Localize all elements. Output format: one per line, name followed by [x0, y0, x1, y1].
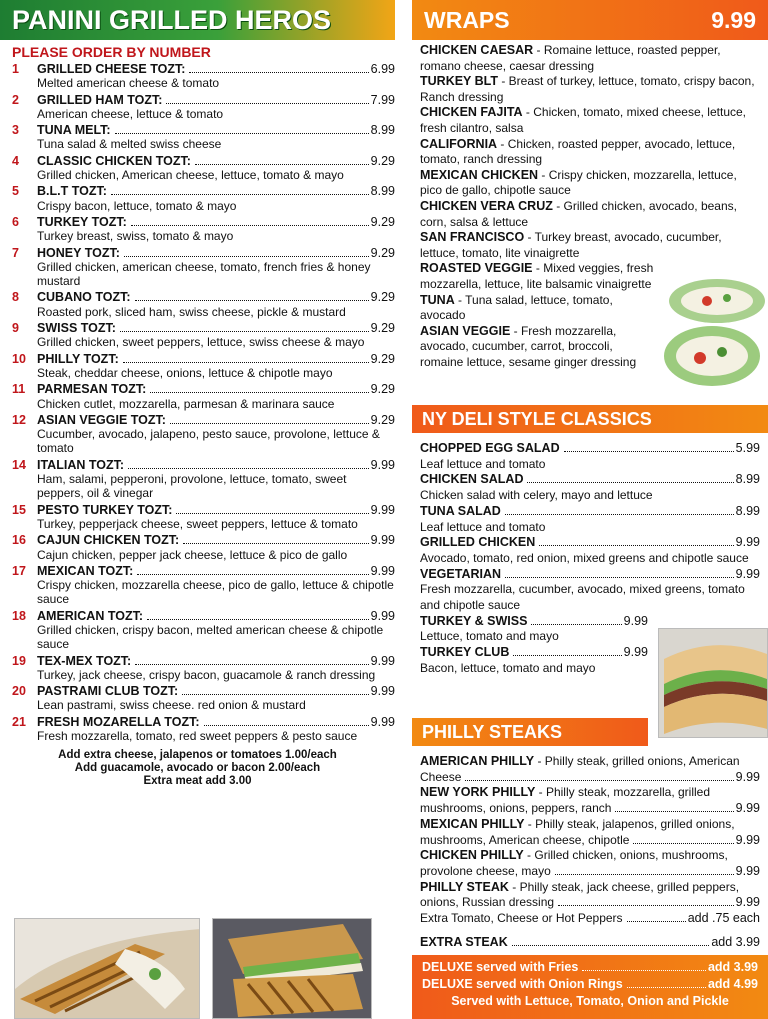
item-number: 9 — [12, 321, 19, 336]
item-name: CLASSIC CHICKEN TOZT: — [37, 153, 191, 168]
item-number: 1 — [12, 62, 19, 76]
item-number: 17 — [12, 563, 26, 578]
panini-item — [12, 413, 395, 456]
item-name: PASTRAMI CLUB TOZT: — [37, 684, 179, 699]
philly-item — [412, 848, 768, 879]
deli-price: 9.99 — [735, 566, 760, 581]
panini-item — [12, 123, 395, 152]
item-number: 7 — [12, 245, 19, 260]
deli-item — [412, 472, 768, 503]
panini-item — [12, 684, 395, 713]
panini-item — [12, 503, 395, 532]
item-name: TEX-MEX TOZT: — [37, 653, 132, 668]
wrap-item — [412, 43, 768, 74]
philly-item — [412, 754, 768, 785]
panini-item — [12, 290, 395, 319]
panini-banner — [0, 0, 395, 40]
wrap-photo — [662, 276, 768, 390]
deli-photo — [658, 628, 768, 738]
philly-description: - Grilled chicken, onions, mushrooms, — [523, 848, 728, 863]
deli-description: Leaf lettuce and tomato — [420, 456, 546, 471]
wrap-item — [412, 168, 768, 199]
extra-toppings-label: Extra Tomato, Cheese or Hot Peppers — [420, 911, 623, 926]
item-price: 9.29 — [370, 382, 395, 397]
item-price: 9.29 — [370, 245, 395, 260]
item-number: 19 — [12, 653, 26, 668]
item-description: Grilled chicken, crispy bacon, melted american cheese & chipotle sauce — [37, 622, 384, 652]
deli-item — [412, 535, 768, 566]
item-price: 9.29 — [370, 321, 395, 336]
deli-description: Fresh mozzarella, cucumber, avocado, mixed greens, tomato and chipotle sauce — [420, 582, 745, 613]
item-price: 9.29 — [370, 351, 395, 366]
item-name: ITALIAN TOZT: — [37, 457, 125, 472]
item-number: 11 — [12, 382, 26, 397]
item-description: Grilled chicken, American cheese, lettuce, tomato & mayo — [37, 168, 344, 183]
philly-description: - Philly steak, grilled onions, American — [534, 754, 740, 768]
item-name: AMERICAN TOZT: — [37, 608, 144, 623]
wrap-description: - Chicken, roasted pepper, avocado, lettuce, tomato, ranch dressing — [420, 136, 736, 167]
wrap-name: ROASTED VEGGIE — [420, 261, 533, 276]
wrap-description: - Fresh mozzarella, avocado, cucumber, carrot, broccoli, romaine lettuce, sesame ginger dressing — [420, 323, 637, 369]
item-number: 6 — [12, 214, 19, 229]
deli-name: GRILLED CHICKEN — [420, 535, 536, 550]
wrap-name: CHICKEN VERA CRUZ — [420, 198, 553, 213]
philly-description-tail: onions, Russian dressing — [420, 895, 555, 910]
item-price: 9.29 — [370, 412, 395, 427]
philly-price: 9.99 — [735, 832, 760, 847]
panini-item — [12, 654, 395, 683]
panini-item — [12, 215, 395, 244]
item-name: TURKEY TOZT: — [37, 214, 127, 229]
item-description: Cucumber, avocado, jalapeno, pesto sauce, provolone, lettuce & tomato — [37, 427, 380, 456]
extra-toppings-price: add .75 each — [687, 911, 760, 926]
wrap-description: - Mixed veggies, fresh mozzarella, lettuce, lite balsamic vinaigrette — [420, 261, 654, 291]
wrap-description: - Chicken, tomato, mixed cheese, lettuce, fresh cilantro, salsa — [420, 105, 746, 135]
wrap-item — [412, 105, 768, 136]
wrap-description: - Crispy chicken, mozzarella, lettuce, pico de gallo, chipotle sauce — [420, 167, 737, 198]
item-number: 8 — [12, 290, 19, 305]
deluxe-bar — [412, 955, 768, 1019]
panini-extras — [0, 749, 395, 788]
item-price: 9.99 — [370, 457, 395, 472]
item-name: PESTO TURKEY TOZT: — [37, 502, 173, 517]
panini-item — [12, 533, 395, 562]
deli-price: 8.99 — [735, 503, 760, 518]
philly-name: NEW YORK PHILLY — [420, 785, 536, 800]
philly-item — [412, 880, 768, 911]
item-description: Cajun chicken, pepper jack cheese, lettuce & pico de gallo — [37, 547, 348, 562]
deli-name: VEGETARIAN — [420, 566, 502, 581]
item-number: 10 — [12, 351, 26, 366]
item-name: GRILLED CHEESE TOZT: — [37, 62, 186, 76]
philly-price: 9.99 — [735, 801, 760, 816]
extra-line: Add extra cheese, jalapenos or tomatoes 1.00/each — [58, 749, 337, 762]
deli-title: NY DELI STYLE CLASSICS — [422, 408, 652, 429]
item-name: GRILLED HAM TOZT: — [37, 92, 163, 107]
philly-item — [412, 817, 768, 848]
item-description: Turkey, pepperjack cheese, sweet peppers, lettuce & tomato — [37, 516, 358, 531]
item-price: 9.99 — [370, 533, 395, 548]
deli-description: Chicken salad with celery, mayo and lettuce — [420, 488, 653, 503]
deli-description: Leaf lettuce and tomato — [420, 519, 546, 534]
item-description: Turkey breast, swiss, tomato & mayo — [37, 229, 234, 244]
item-price: 6.99 — [370, 62, 395, 76]
panini-item — [12, 154, 395, 183]
panini-title: PANINI GRILLED HEROS — [12, 4, 332, 35]
item-price: 8.99 — [370, 123, 395, 138]
panini-photo-1 — [14, 918, 200, 1019]
item-price: 8.99 — [370, 184, 395, 199]
item-description: Crispy bacon, lettuce, tomato & mayo — [37, 198, 237, 213]
deli-item — [412, 441, 768, 472]
extra-line: Extra meat add 3.00 — [143, 775, 252, 788]
item-number: 14 — [12, 457, 26, 472]
item-number: 20 — [12, 684, 26, 699]
item-name: PHILLY TOZT: — [37, 351, 119, 366]
item-description: Grilled chicken, american cheese, tomato, french fries & honey mustard — [37, 259, 371, 289]
order-by-number-note: PLEASE ORDER BY NUMBER — [12, 44, 211, 60]
deli-item — [412, 567, 768, 614]
item-price: 9.99 — [370, 714, 395, 729]
philly-price: 9.99 — [735, 863, 760, 878]
item-number: 18 — [12, 608, 26, 623]
item-number: 16 — [12, 533, 26, 548]
item-price: 9.99 — [370, 563, 395, 578]
wraps-title: WRAPS — [424, 6, 510, 33]
philly-description-tail: mushrooms, onions, peppers, ranch — [420, 801, 612, 816]
item-price: 9.29 — [370, 290, 395, 305]
philly-name: AMERICAN PHILLY — [420, 754, 535, 768]
item-number: 5 — [12, 184, 19, 199]
wrap-name: CHICKEN CAESAR — [420, 43, 534, 57]
item-description: Fresh mozzarella, tomato, red sweet peppers & pesto sauce — [37, 729, 358, 744]
philly-name: MEXICAN PHILLY — [420, 816, 525, 831]
item-number: 2 — [12, 92, 19, 107]
panini-item — [12, 715, 395, 744]
panini-item — [12, 609, 395, 652]
item-number: 21 — [12, 714, 26, 729]
extra-steak-price: add 3.99 — [711, 934, 760, 949]
item-description: American cheese, lettuce & tomato — [37, 106, 224, 121]
philly-name: CHICKEN PHILLY — [420, 848, 524, 863]
extra-line: Add guacamole, avocado or bacon 2.00/each — [74, 762, 321, 775]
panini-photo-2 — [212, 918, 372, 1019]
deli-item — [412, 504, 768, 535]
deli-name: TUNA SALAD — [420, 503, 501, 518]
deli-name: TURKEY & SWISS — [420, 613, 528, 628]
philly-description: - Philly steak, mozzarella, grilled — [535, 785, 711, 800]
item-name: HONEY TOZT: — [37, 245, 120, 260]
deli-name: TURKEY CLUB — [420, 645, 510, 660]
item-number: 12 — [12, 412, 26, 427]
philly-description-tail: mushrooms, American cheese, chipotle — [420, 832, 630, 847]
item-description: Grilled chicken, sweet peppers, lettuce, swiss cheese & mayo — [37, 335, 365, 350]
extra-steak-label: EXTRA STEAK — [420, 934, 508, 949]
panini-item — [12, 382, 395, 411]
deluxe-note: Served with Lettuce, Tomato, Onion and Pickle — [451, 994, 729, 1008]
wrap-name: CHICKEN FAJITA — [420, 105, 523, 120]
wrap-item — [412, 137, 768, 168]
item-name: CAJUN CHICKEN TOZT: — [37, 533, 180, 548]
wrap-item — [412, 230, 768, 261]
deli-name: CHICKEN SALAD — [420, 472, 524, 487]
deli-price: 8.99 — [735, 472, 760, 487]
philly-item — [412, 785, 768, 816]
item-price: 9.99 — [370, 608, 395, 623]
philly-banner — [412, 718, 648, 746]
wraps-price: 9.99 — [711, 6, 756, 33]
item-description: Ham, salami, pepperoni, provolone, lettuce, tomato, sweet peppers, oil & vinegar — [37, 472, 347, 501]
deli-price: 9.99 — [623, 613, 648, 628]
deli-banner — [412, 405, 768, 433]
wrap-name: SAN FRANCISCO — [420, 230, 525, 245]
item-name: B.L.T TOZT: — [37, 184, 107, 199]
philly-list — [412, 754, 768, 950]
wrap-name: ASIAN VEGGIE — [420, 323, 511, 338]
extra-toppings-row — [412, 911, 768, 927]
item-description: Chicken cutlet, mozzarella, parmesan & marinara sauce — [37, 396, 335, 411]
deluxe-rings-row: DELUXE served with Onion Rings add 4.99 — [422, 977, 758, 991]
item-description: Steak, cheddar cheese, onions, lettuce & chipotle mayo — [37, 365, 333, 380]
item-name: PARMESAN TOZT: — [37, 382, 147, 397]
philly-description: - Philly steak, jalapenos, grilled onions, — [524, 816, 735, 831]
philly-description-tail: Cheese — [420, 769, 462, 784]
item-price: 9.99 — [370, 502, 395, 517]
wrap-description: - Tuna salad, lettuce, tomato, avocado — [420, 292, 613, 323]
philly-description-tail: provolone cheese, mayo — [420, 863, 551, 878]
philly-title: PHILLY STEAKS — [422, 721, 563, 742]
wrap-item — [412, 74, 768, 105]
item-number: 3 — [12, 123, 19, 138]
item-name: TUNA MELT: — [37, 123, 111, 138]
panini-item — [12, 564, 395, 607]
wrap-name: CALIFORNIA — [420, 136, 498, 151]
philly-name: PHILLY STEAK — [420, 879, 509, 894]
wrap-description: - Grilled chicken, avocado, beans, corn, salsa & lettuce — [420, 198, 737, 229]
wraps-banner — [412, 0, 768, 40]
item-number: 15 — [12, 502, 26, 517]
panini-item — [12, 321, 395, 350]
panini-item — [12, 458, 395, 501]
deli-description: Lettuce, tomato and mayo — [420, 629, 559, 644]
right-column — [412, 0, 768, 1019]
wrap-description: - Romaine lettuce, roasted pepper, romano cheese, caesar dressing — [420, 43, 721, 73]
item-name: FRESH MOZARELLA TOZT: — [37, 714, 200, 729]
panini-item — [12, 184, 395, 213]
wrap-name: TURKEY BLT — [420, 74, 499, 89]
wrap-name: TUNA — [420, 292, 455, 307]
item-name: MEXICAN TOZT: — [37, 563, 134, 578]
deli-description: Avocado, tomato, red onion, mixed greens and chipotle sauce — [420, 550, 749, 565]
item-description: Crispy chicken, mozzarella cheese, pico de gallo, lettuce & chipotle sauce — [37, 578, 394, 607]
item-price: 9.99 — [370, 684, 395, 699]
panini-item — [12, 246, 395, 289]
wrap-name: MEXICAN CHICKEN — [420, 167, 539, 182]
item-price: 9.99 — [370, 653, 395, 668]
deli-price: 9.99 — [623, 645, 648, 660]
philly-description: - Philly steak, jack cheese, grilled peppers, — [508, 879, 740, 894]
item-name: CUBANO TOZT: — [37, 290, 131, 305]
deli-price: 5.99 — [735, 441, 760, 455]
panini-list — [0, 62, 395, 743]
deli-price: 9.99 — [735, 535, 760, 550]
item-name: SWISS TOZT: — [37, 321, 116, 336]
item-description: Turkey, jack cheese, crispy bacon, guacamole & ranch dressing — [37, 667, 376, 682]
philly-price: 9.99 — [735, 895, 760, 910]
panini-item — [12, 93, 395, 122]
wrap-item — [412, 199, 768, 230]
wrap-description: - Breast of turkey, lettuce, tomato, crispy bacon, Ranch dressing — [420, 74, 755, 104]
deli-description: Bacon, lettuce, tomato and mayo — [420, 660, 596, 675]
item-name: ASIAN VEGGIE TOZT: — [37, 412, 166, 427]
item-description: Melted american cheese & tomato — [37, 76, 220, 91]
panini-item — [12, 352, 395, 381]
wrap-description: - Turkey breast, avocado, cucumber, lettuce, tomato, lite vinaigrette — [420, 230, 722, 260]
philly-price: 9.99 — [735, 769, 760, 784]
panini-item — [12, 62, 395, 91]
item-description: Roasted pork, sliced ham, swiss cheese, pickle & mustard — [37, 304, 346, 319]
deluxe-fries-row: DELUXE served with Fries add 3.99 — [422, 960, 758, 974]
item-number: 4 — [12, 153, 19, 168]
item-price: 7.99 — [370, 92, 395, 107]
item-price: 9.29 — [370, 153, 395, 168]
item-description: Tuna salad & melted swiss cheese — [37, 137, 222, 152]
item-price: 9.29 — [370, 214, 395, 229]
deli-name: CHOPPED EGG SALAD — [420, 441, 560, 455]
extra-steak-row — [412, 935, 768, 951]
item-description: Lean pastrami, swiss cheese. red onion & mustard — [37, 698, 306, 713]
